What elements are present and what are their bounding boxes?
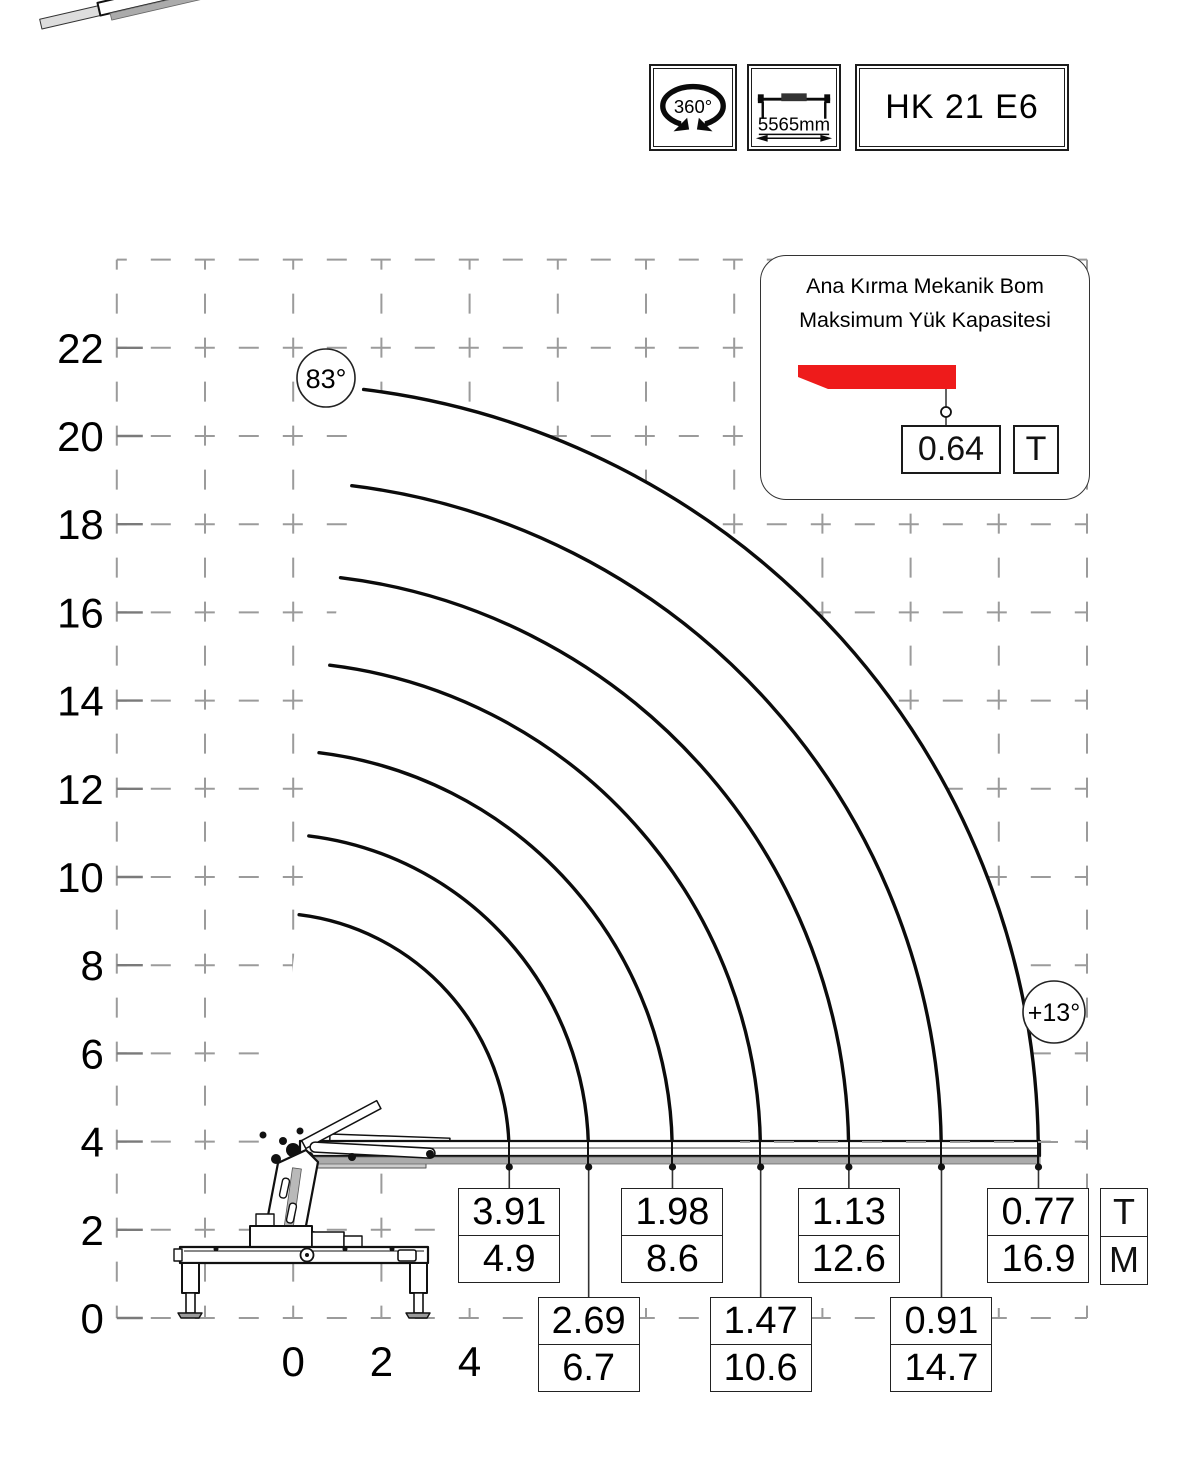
y-tick-label: 2 bbox=[80, 1206, 104, 1254]
capacity-label bbox=[538, 1297, 640, 1392]
x-tick-label: 2 bbox=[369, 1338, 394, 1385]
capacity-label bbox=[621, 1188, 723, 1283]
unit-reach-box: M bbox=[1100, 1236, 1148, 1285]
boom-tip-pin bbox=[938, 1163, 945, 1170]
y-tick-label: 16 bbox=[57, 589, 104, 637]
legend-title-line1: Ana Kırma Mekanik Bom bbox=[806, 274, 1044, 298]
y-tick-label: 18 bbox=[57, 501, 104, 549]
boom-tip-pin bbox=[757, 1163, 764, 1170]
y-tick-label: 10 bbox=[57, 854, 104, 901]
capacity-load-value: 0.77 bbox=[1001, 1191, 1076, 1233]
capacity-load-value: 3.91 bbox=[472, 1191, 547, 1233]
x-tick-label: 4 bbox=[457, 1338, 482, 1385]
boom-tip-pin bbox=[669, 1163, 676, 1170]
capacity-load-value: 1.98 bbox=[635, 1191, 710, 1233]
model-box bbox=[855, 64, 1069, 151]
model-label: HK 21 E6 bbox=[885, 88, 1039, 126]
capacity-label bbox=[890, 1297, 992, 1392]
outrigger-span-label: 5565mm bbox=[757, 112, 831, 134]
capacity-label bbox=[987, 1188, 1089, 1283]
capacity-reach-value: 8.6 bbox=[622, 1235, 722, 1282]
min-angle-badge bbox=[1023, 981, 1085, 1043]
y-tick-label: 0 bbox=[80, 1295, 104, 1342]
rotation-360-icon bbox=[654, 70, 732, 146]
capacity-label bbox=[710, 1297, 812, 1392]
legend-title-line2: Maksimum Yük Kapasitesi bbox=[799, 308, 1051, 332]
max-angle-label: 83° bbox=[305, 364, 347, 394]
legend-hook-icon bbox=[941, 407, 951, 417]
outrigger-span-box bbox=[747, 64, 841, 151]
capacity-reach-value: 6.7 bbox=[539, 1344, 639, 1391]
legend-max-value: 0.64 bbox=[901, 425, 1001, 474]
capacity-load-value: 2.69 bbox=[551, 1300, 626, 1342]
legend-boom-shape bbox=[798, 365, 956, 389]
y-tick-label: 6 bbox=[80, 1030, 104, 1078]
capacity-load-value: 1.13 bbox=[811, 1191, 886, 1233]
rotation-icon-box bbox=[649, 64, 737, 151]
capacity-label bbox=[798, 1188, 900, 1283]
legend-max-unit: T bbox=[1013, 425, 1059, 474]
capacity-load-value: 1.47 bbox=[723, 1300, 798, 1342]
y-tick-label: 14 bbox=[57, 677, 104, 725]
capacity-reach-value: 12.6 bbox=[799, 1235, 899, 1282]
outrigger-span-icon bbox=[752, 69, 836, 147]
min-angle-label: +13° bbox=[1027, 999, 1081, 1027]
y-tick-label: 8 bbox=[80, 942, 104, 990]
legend-box bbox=[760, 255, 1090, 500]
y-tick-label: 22 bbox=[57, 324, 104, 372]
capacity-reach-value: 16.9 bbox=[988, 1235, 1088, 1282]
y-tick-label: 20 bbox=[57, 413, 104, 460]
capacity-load-value: 0.91 bbox=[904, 1300, 979, 1342]
boom-tip-pin bbox=[506, 1163, 513, 1170]
y-tick-label: 4 bbox=[80, 1118, 104, 1166]
max-angle-badge bbox=[297, 349, 355, 407]
y-tick-label: 12 bbox=[57, 765, 104, 813]
boom-tip-pin bbox=[585, 1163, 592, 1170]
capacity-reach-value: 10.6 bbox=[711, 1344, 811, 1391]
x-tick-label: 0 bbox=[281, 1338, 305, 1385]
boom-tip-pin bbox=[1035, 1163, 1042, 1170]
boom-13deg bbox=[38, 0, 738, 36]
unit-load-box: T bbox=[1100, 1188, 1148, 1237]
rotation-label: 360° bbox=[673, 95, 713, 117]
capacity-label bbox=[458, 1188, 560, 1283]
capacity-reach-value: 4.9 bbox=[459, 1235, 559, 1282]
boom-tip-pin bbox=[845, 1163, 852, 1170]
capacity-reach-value: 14.7 bbox=[891, 1344, 991, 1391]
